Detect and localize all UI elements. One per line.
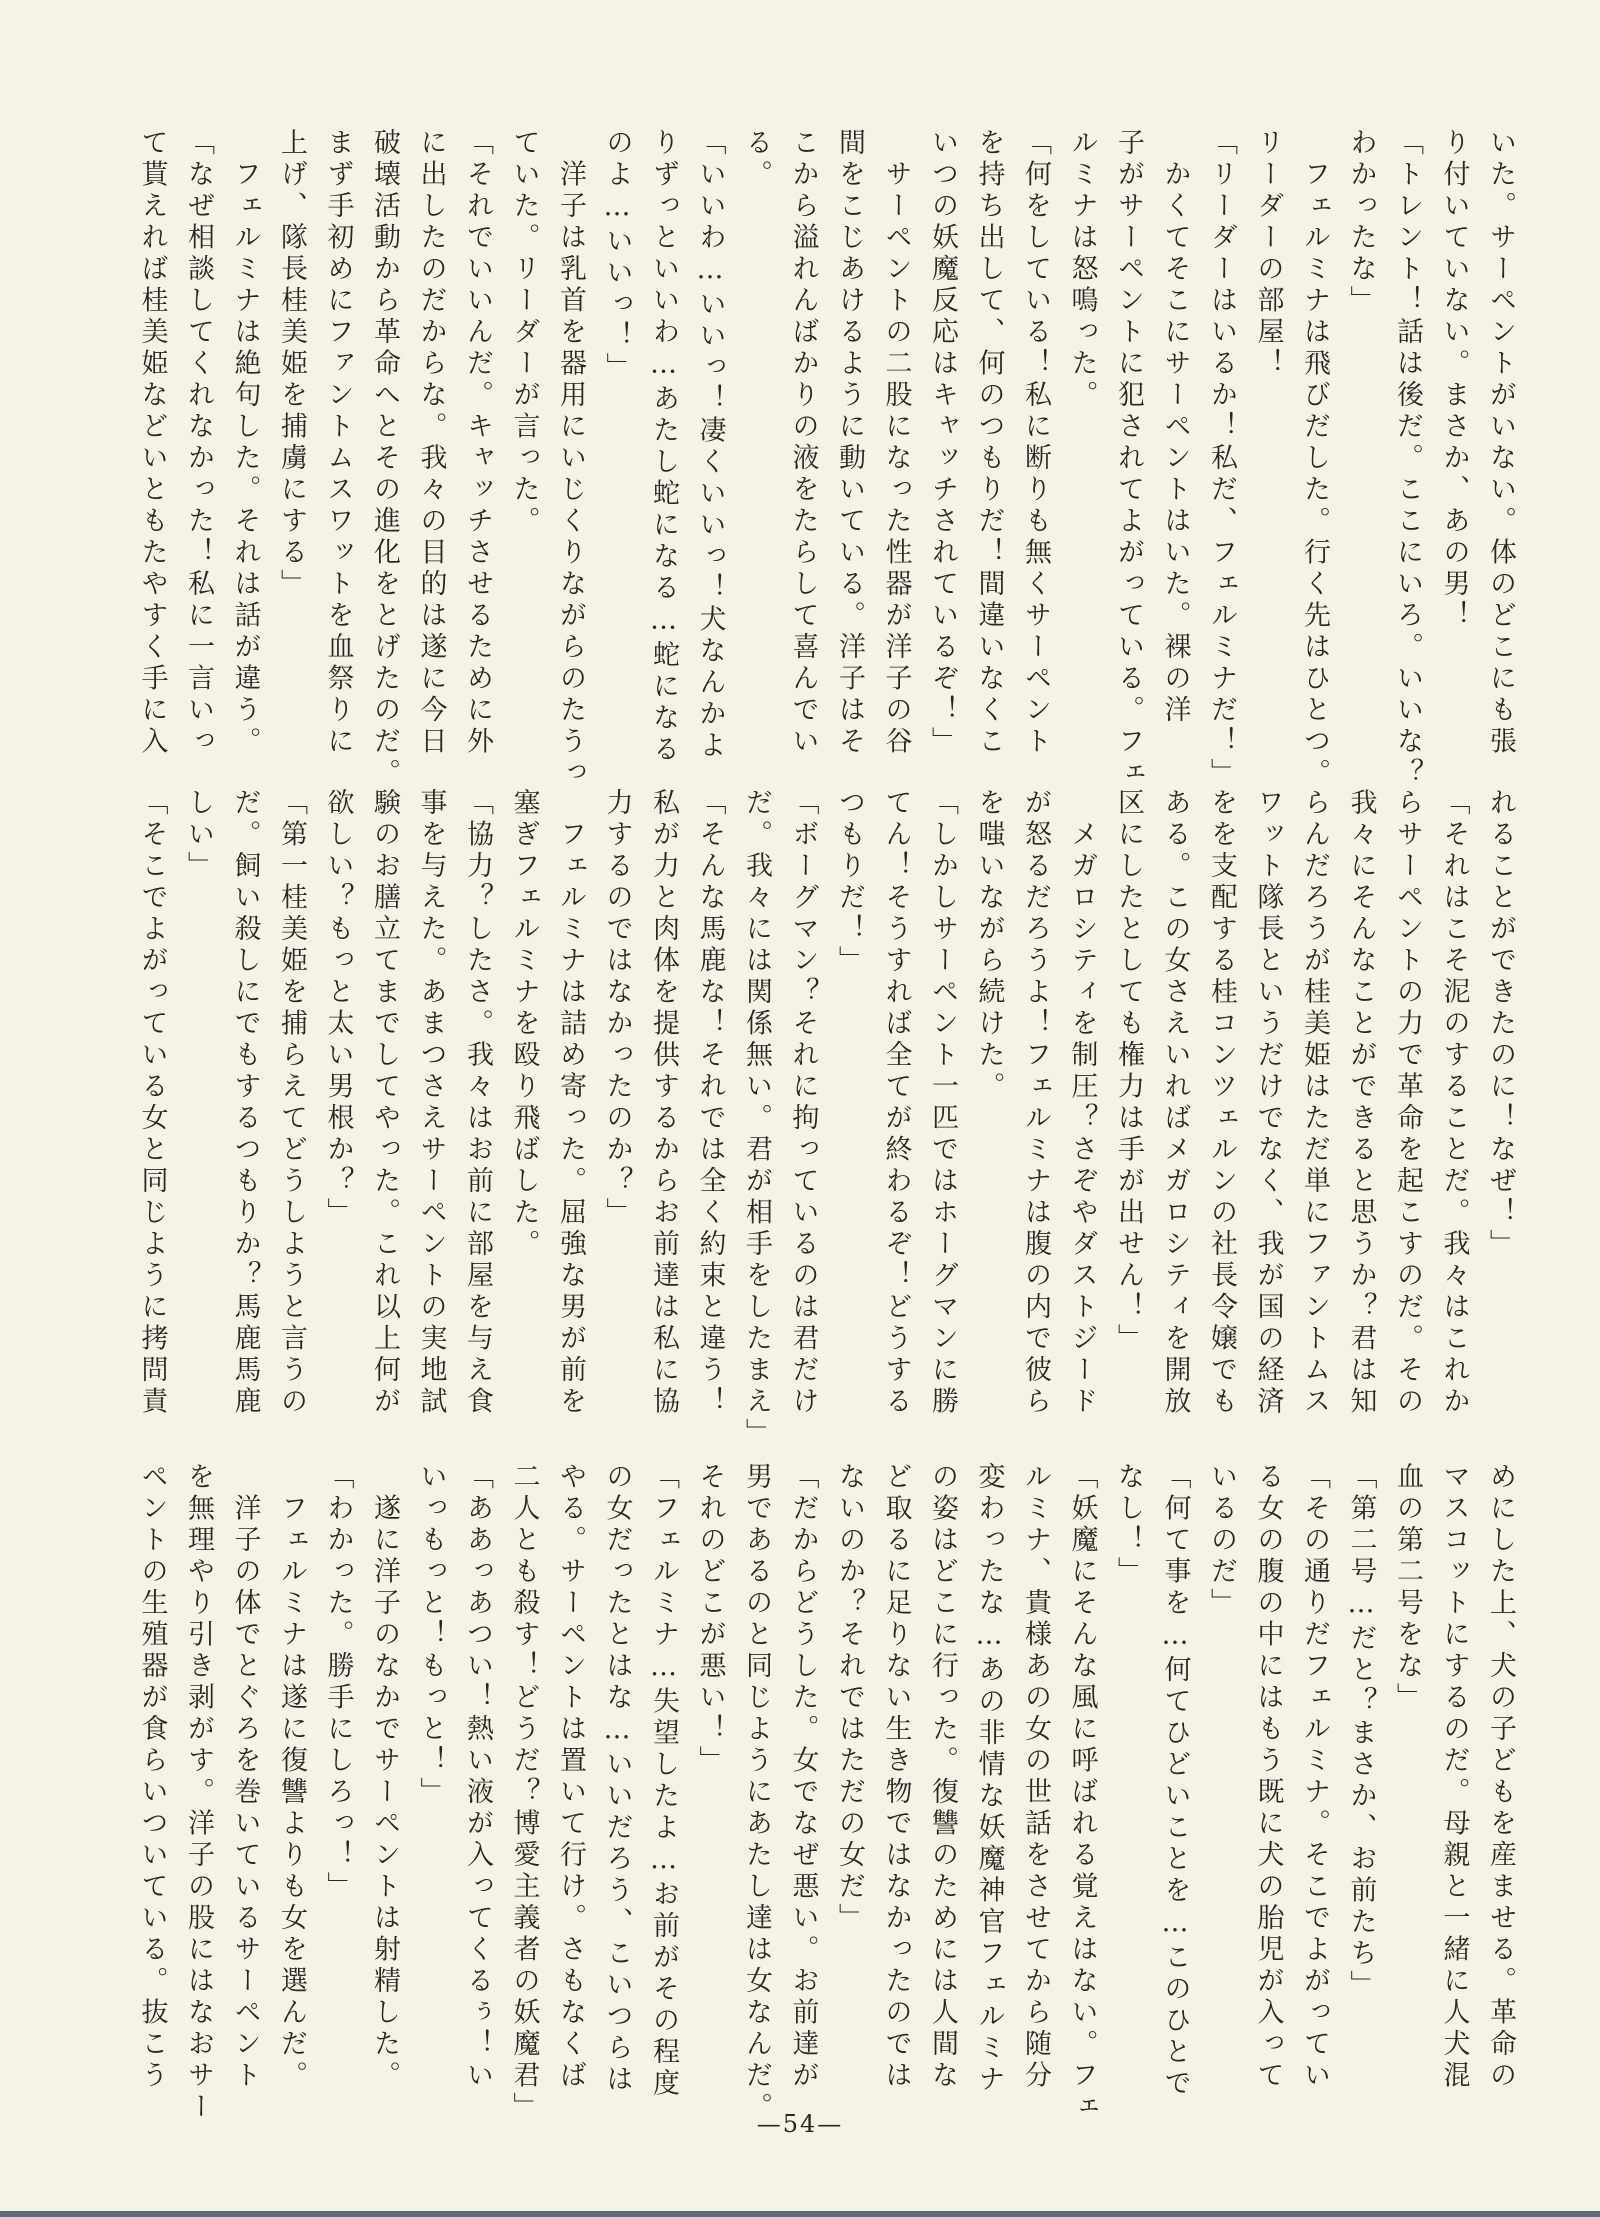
text-column: 「しかしサーペント一匹ではホーグマンに勝 [927, 788, 958, 1418]
text-column: それのどこが悪い！」 [694, 1462, 726, 1777]
text-column: 「第一桂美姫を捕らえてどうしようと言うの [276, 788, 307, 1418]
text-column: 「ああっあつい！熱い液が入ってくるぅ！い [462, 1462, 493, 2092]
text-column: リーダーの部屋！ [1252, 128, 1284, 380]
text-column: いた。サーペントがいない。体のどこにも張 [1485, 128, 1516, 758]
text-column: りずっといいわ…あたし蛇になる…蛇になる [648, 128, 679, 766]
text-column: だ。飼い殺しにでもするつもりか？馬鹿馬鹿 [229, 788, 261, 1418]
text-column: メガロシティを制圧？さぞやダストジード [1066, 788, 1098, 1418]
text-column: 欲しい？もっと太い男根か？」 [322, 788, 354, 1229]
text-column: り付いていない。まさか、あの男！ [1438, 128, 1470, 632]
text-column: を無理やり引き剥がす。洋子の股にはなおサー [183, 1462, 214, 2124]
text-column: 破壊活動から革命へとその進化をとげたのだ。 [369, 128, 400, 790]
text-column: 上げ、隊長桂美姫を捕虜にする」 [276, 128, 307, 601]
scan-edge-divider [0, 2211, 1600, 2217]
text-column: 「何て事を…何てひどいことを…このひとで [1159, 1462, 1191, 2100]
text-column: 「フェルミナ…失望したよ…お前がその程度 [648, 1462, 679, 2100]
text-column: に出したのだからな。我々の目的は遂に今日 [415, 128, 447, 758]
text-column: 「いいわ…いいっ！凄くいいっ！犬なんかよ [694, 128, 726, 762]
text-column: 「わかった。勝手にしろっ！」 [322, 1462, 354, 1903]
text-column: ないのか？それではただの女だ」 [834, 1462, 865, 1935]
text-column: 遂に洋子のなかでサーペントは射精した。 [369, 1462, 400, 2092]
text-column: 変わったな…あの非情な妖魔神官フェルミナ [973, 1462, 1005, 2096]
text-column: 「なぜ相談してくれなかった！私に一言いっ [183, 128, 214, 758]
text-column: ある。この女さえいればメガロシティを開放 [1159, 788, 1191, 1418]
text-column: 子がサーペントに犯されてよがっている。フェ [1113, 128, 1144, 790]
text-column: 「それでいいんだ。キャッチさせるために外 [462, 128, 493, 758]
text-column: 洋子は乳首を器用にいじくりながらのたうっ [555, 128, 586, 790]
text-column: いっもっと！もっと！」 [415, 1462, 447, 1809]
text-column: ていた。リーダーが言った。 [508, 128, 540, 538]
text-column: 私が力と肉体を提供するからお前達は私に協 [648, 788, 679, 1418]
text-column: 洋子の体でとぐろを巻いているサーペント [229, 1462, 261, 2092]
text-column: 区にしたとしても権力は手が出せん！」 [1113, 788, 1144, 1355]
text-column: フェルミナは絶句した。それは話が違う。 [229, 128, 261, 758]
text-column: のよ…いいっ！」 [601, 128, 633, 384]
text-column: の女だったとはな…いいだろう、こいつらは [601, 1462, 633, 2096]
text-column: らんだろうが桂美姫はただ単にファントムス [1299, 788, 1330, 1418]
text-column: れることができたのに！なぜ！」 [1485, 788, 1516, 1261]
text-column: 「妖魔にそんな風に呼ばれる覚えはない。フェ [1066, 1462, 1098, 2124]
text-column: が怒るだろうよ！フェルミナは腹の内で彼ら [1020, 788, 1051, 1418]
text-column: つもりだ！」 [834, 788, 865, 977]
text-column: 「協力？したさ。我々はお前に部屋を与え食 [462, 788, 493, 1418]
text-column: 「何をしている！私に断りも無くサーペント [1020, 128, 1051, 758]
text-column: 「そこでよがっている女と同じように拷問責 [136, 788, 168, 1418]
text-column: 験のお膳立てまでしてやった。これ以上何が [369, 788, 400, 1418]
text-column: やる。サーペントは置いて行け。さもなくば [555, 1462, 586, 2092]
text-column: ルミナ、貴様あの女の世話をさせてから随分 [1020, 1462, 1051, 2092]
text-column: マスコットにするのだ。母親と一緒に人犬混 [1438, 1462, 1470, 2092]
text-column: 「そんな馬鹿な！それでは全く約束と違う！ [694, 788, 726, 1418]
text-column: 男であるのと同じようにあたし達は女なんだ。 [741, 1462, 772, 2124]
text-column: 「トレント！話は後だ。ここにいろ。いいな？ [1392, 128, 1423, 790]
text-column: 二人とも殺す！どうだ？博愛主義者の妖魔君」 [508, 1462, 540, 2124]
text-block-top [128, 128, 1523, 790]
text-column: だ。我々には関係無い。君が相手をしたまえ」 [741, 788, 772, 1450]
text-column: フェルミナは遂に復讐よりも女を選んだ。 [276, 1462, 307, 2092]
text-column: 「その通りだフェルミナ。そこでよがってい [1299, 1462, 1330, 2092]
text-column: ルミナは怒鳴った。 [1066, 128, 1098, 412]
text-column: 血の第二号をな」 [1392, 1462, 1423, 1714]
text-column: をを支配する桂コンツェルンの社長令嬢でも [1206, 788, 1237, 1418]
text-column: を嗤いながら続けた。 [973, 788, 1005, 1103]
text-column: ど取るに足りない生き物ではなかったのでは [880, 1462, 912, 2092]
text-column: る。 [741, 128, 772, 191]
text-column: ワット隊長というだけでなく、我が国の経済 [1252, 788, 1284, 1418]
text-column: を持ち出して、何のつもりだ！間違いなくこ [973, 128, 1005, 758]
text-column: いつの妖魔反応はキャッチされているぞ！」 [927, 128, 958, 758]
text-column: らサーペントの力で革命を起こすのだ。その [1392, 788, 1423, 1418]
text-column: ペントの生殖器が食らいついている。抜こう [136, 1462, 168, 2092]
text-column: 「リーダーはいるか！私だ、フェルミナだ！」 [1206, 128, 1237, 790]
text-column: 塞ぎフェルミナを殴り飛ばした。 [508, 788, 540, 1261]
text-column: 「第二号…だと？まさか、お前たち」 [1345, 1462, 1377, 2002]
text-block-middle [128, 788, 1523, 1450]
text-column: 「それはこそ泥のすることだ。我々はこれか [1438, 788, 1470, 1418]
text-column: 「ボーグマン？それに拘っているのは君だけ [787, 788, 819, 1418]
text-column: サーペントの二股になった性器が洋子の谷 [880, 128, 912, 758]
text-column: しい」 [183, 788, 214, 883]
text-column: 我々にそんなことができると思うか？君は知 [1345, 788, 1377, 1418]
text-column: 間をこじあけるように動いている。洋子はそ [834, 128, 865, 758]
text-column: かくてそこにサーペントはいた。裸の洋 [1159, 128, 1191, 727]
text-column: てん！そうすれば全てが終わるぞ！どうする [880, 788, 912, 1418]
text-column: わかったな」 [1345, 128, 1377, 317]
text-column: めにした上、犬の子どもを産ませる。革命の [1485, 1462, 1516, 2092]
text-column: フェルミナは詰め寄った。屈強な男が前を [555, 788, 586, 1418]
text-column: 「だからどうした。女でなぜ悪い。お前達が [787, 1462, 819, 2092]
text-column: の姿はどこに行った。復讐のためには人間な [927, 1462, 958, 2092]
text-column: なし！」 [1113, 1462, 1144, 1588]
page-number: —54— [756, 2110, 844, 2138]
text-column: いるのだ」 [1206, 1462, 1237, 1620]
text-column: こから溢れんばかりの液をたらして喜んでい [787, 128, 819, 758]
text-column: まず手初めにファントムスワットを血祭りに [322, 128, 354, 758]
text-column: 事を与えた。あまつさえサーペントの実地試 [415, 788, 447, 1418]
text-column: て貰えれば桂美姫などいともたやすく手に入 [136, 128, 168, 758]
text-column: る女の腹の中にはもう既に犬の胎児が入って [1252, 1462, 1284, 2092]
text-column: 力するのではなかったのか？」 [601, 788, 633, 1229]
text-column: フェルミナは飛びだした。行く先はひとつ。 [1299, 128, 1330, 790]
